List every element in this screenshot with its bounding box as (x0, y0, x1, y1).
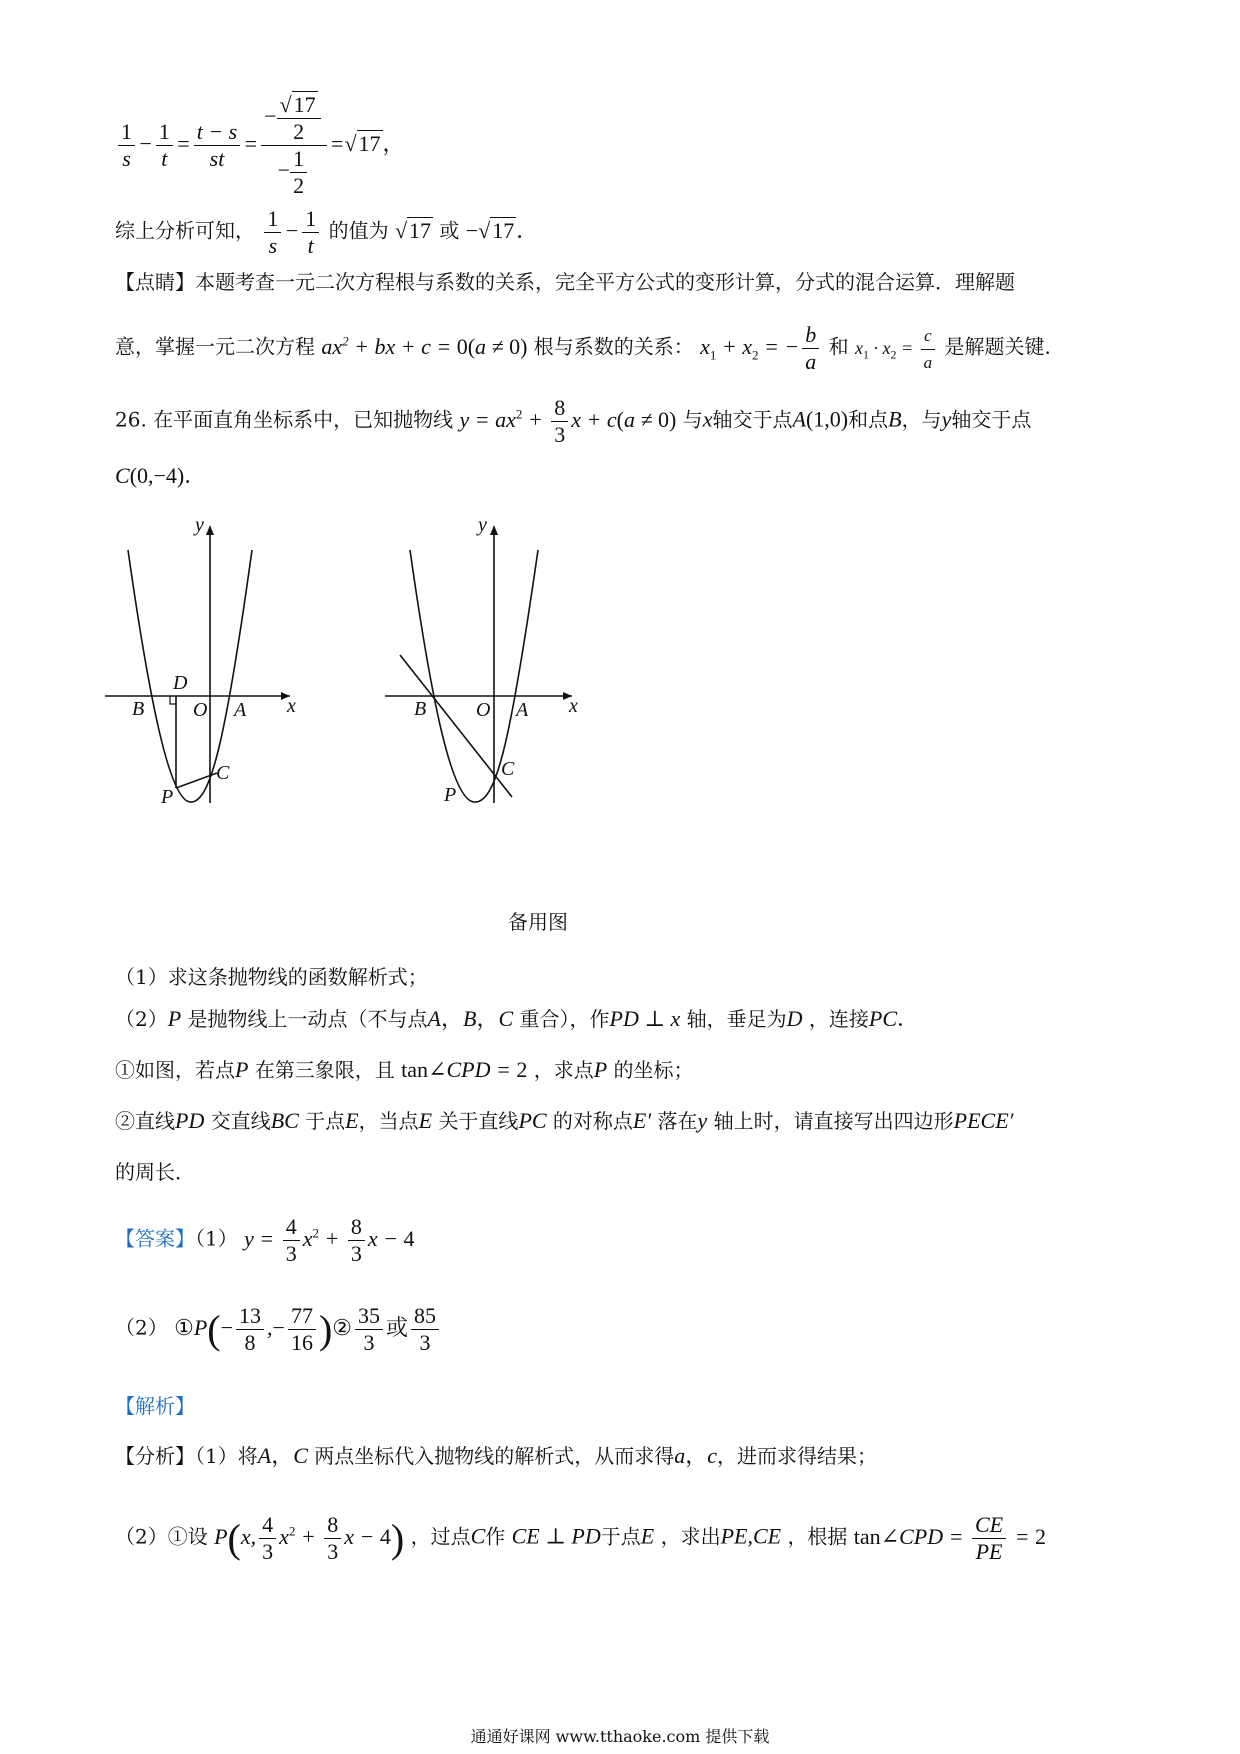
label-a: A (234, 699, 247, 721)
fenxi-2a-text: （2）①设 (115, 1524, 208, 1549)
label-p: P (444, 784, 457, 805)
q2d-text: 轴，垂足为 (686, 1007, 787, 1031)
problem-text-1b: 与 (682, 407, 703, 432)
fenxi-2b-text: ，过点 (410, 1524, 471, 1549)
answer-tag: 【答案】 (115, 1226, 195, 1251)
problem-number: 26. (115, 407, 147, 432)
label-a: A (516, 699, 529, 721)
fenxi-2e-text: ，求出 (660, 1524, 721, 1549)
equation-line-1: $\frac{1}{s}$ − $\frac{1}{t}$ = $\frac{t - s}{st}$ = − $\frac{√17}{2}$ − $\frac{1}{2}$ =√17， (115, 92, 405, 199)
pointer-text-2b: 根与系数的关系： (533, 334, 694, 359)
fenxi-2c-text: 作 (485, 1524, 506, 1549)
fenxi-1b-text: 两点坐标代入抛物线的解析式，从而求得 (314, 1444, 675, 1468)
label-d: D (173, 672, 188, 694)
fenxi-1-text: （1）将 (195, 1444, 258, 1468)
problem-text-1a: 在平面直角坐标系中，已知抛物线 (153, 407, 454, 432)
q2a-text: （2） (115, 1007, 168, 1031)
label-c: C (501, 758, 515, 780)
question-2-1: ①如图，若点P 在第三象限，且 tan∠CPD = 2 ，求点P 的坐标； (115, 1057, 694, 1082)
q4c-text: 于点 (305, 1109, 346, 1133)
fenxi-tag: 【分析】 (115, 1444, 195, 1468)
footer: 通通好课网 www.tthaoke.com 提供下载 (470, 1727, 770, 1746)
question-2-2-cont: 的周长． (115, 1160, 195, 1184)
q4h-text: 轴上时，请直接写出四边形 (713, 1109, 954, 1133)
q3d-text: 的坐标； (613, 1058, 694, 1082)
q2b-text: 是抛物线上一动点（不与点 (187, 1007, 428, 1031)
right-angle-icon (170, 696, 176, 704)
parabola (128, 550, 252, 802)
answer-line-1: 【答案】（1） y = $\frac{4}{3}$ $x^2$ + $\frac{8}{3}$ x − 4 (115, 1214, 415, 1266)
problem-text-1f: 轴交于点 (951, 407, 1032, 432)
problem-line-2: C(0,−4)． (115, 463, 207, 488)
label-y: y (478, 515, 487, 536)
answer-2-label: （2） (115, 1315, 168, 1340)
fenxi-2f-text: ，根据 (787, 1524, 848, 1549)
y-axis-arrow-icon (206, 525, 214, 535)
analysis-tag: 【解析】 (115, 1394, 195, 1418)
q3b-text: 在第三象限，且 (254, 1058, 395, 1082)
answer-line-2: （2） ①P(− $\frac{13}{8}$ ,− $\frac{77}{16}$ )② $\frac{35}{3}$ 或 $\frac{85}{3}$ (115, 1303, 442, 1356)
label-o: O (193, 699, 208, 721)
question-2-2: ②直线PD 交直线BC 于点E，当点E 关于直线PC 的对称点E′ 落在y 轴上时，请直接写出四边形PECE′ (115, 1108, 1014, 1133)
problem-line-1: 26. 在平面直角坐标系中，已知抛物线 $y = ax^2$ + $\frac{8}{3}$ x + c(a ≠ 0) 与x轴交于点A(1,0)和点B，与y轴交于点 (115, 395, 1032, 447)
q4a-text: ②直线 (115, 1109, 175, 1133)
pointer-text-2d: 是解题关键． (944, 334, 1065, 359)
summary-line: 综上分析可知， $\frac{1}{s}$ − $\frac{1}{t}$ 的值为 √17 或 −√17． (115, 206, 539, 258)
summary-or-text: 或 (439, 218, 460, 243)
line-bc (400, 655, 512, 797)
q2e-text: ，连接 (808, 1007, 869, 1031)
problem-text-1d: 和点 (848, 407, 889, 432)
label-b: B (132, 698, 145, 720)
label-b: B (414, 698, 427, 720)
fenxi-2d-text: 于点 (600, 1524, 641, 1549)
answer-1-label: （1） (195, 1226, 238, 1251)
figure-caption: 备用图 (508, 910, 568, 934)
q4e-text: 关于直线 (438, 1109, 519, 1133)
label-c: C (216, 762, 230, 784)
label-o: O (476, 699, 491, 721)
q4f-text: 的对称点 (552, 1109, 633, 1133)
problem-text-1c: 轴交于点 (712, 407, 793, 432)
pointer-tag: 【点睛】 (115, 270, 195, 294)
label-y: y (195, 515, 204, 536)
y-axis-arrow-icon (490, 525, 498, 535)
summary-text: 综上分析可知， (115, 218, 255, 243)
pointer-line-1 (115, 268, 1015, 296)
parabola (410, 550, 538, 802)
problem-text-1e: ，与 (901, 407, 942, 432)
q4g-text: 落在 (657, 1109, 698, 1133)
fenxi-line-2: （2）①设 P(x, $\frac{4}{3}$ $x^2$ + $\frac{8}{3}$ x − 4) ，过点C作 CE ⊥ PD于点E ，求出PE,CE ，根据 tan∠CPD = $\frac{CE}{PE}$ = 2 (115, 1512, 1046, 1564)
pointer-text-1: 本题考查一元二次方程根与系数的关系，完全平方公式的变形计算，分式的混合运算．理解题 (195, 270, 1015, 294)
label-p: P (161, 786, 174, 805)
q2c-text: 重合），作 (519, 1007, 610, 1031)
pointer-line-2: 意，掌握一元二次方程 $ax^2$ + bx + c = 0(a ≠ 0) 根与系数的关系： $x_1 + x_2$ = − $\frac{b}{a}$ 和 $x_1 \cdot x_2$ = $\frac{c}{a}$ 是解题关键． (115, 322, 1065, 374)
q4b-text: 交直线 (210, 1109, 271, 1133)
summary-value-text: 的值为 (328, 218, 389, 243)
fenxi-1c-text: ，进而求得结果； (717, 1444, 878, 1468)
question-2: （2）P 是抛物线上一动点（不与点A，B，C 重合），作PD ⊥ x 轴，垂足为D ，连接PC． (115, 1006, 920, 1031)
figure-main (100, 515, 330, 805)
fenxi-line-1: 【分析】（1）将A，C 两点坐标代入抛物线的解析式，从而求得a，c，进而求得结果； (115, 1443, 878, 1468)
pointer-text-2c: 和 (828, 334, 849, 359)
q3a-text: ①如图，若点 (115, 1058, 235, 1082)
label-x: x (287, 695, 296, 717)
label-x: x (569, 695, 578, 717)
segment-pc (176, 773, 217, 788)
pointer-text-2a: 意，掌握一元二次方程 (115, 334, 315, 359)
question-1: （1）求这条抛物线的函数解析式； (115, 965, 428, 989)
figure-spare (380, 515, 610, 805)
q4d-text: ，当点 (358, 1109, 419, 1133)
q3c-text: ，求点 (533, 1058, 594, 1082)
